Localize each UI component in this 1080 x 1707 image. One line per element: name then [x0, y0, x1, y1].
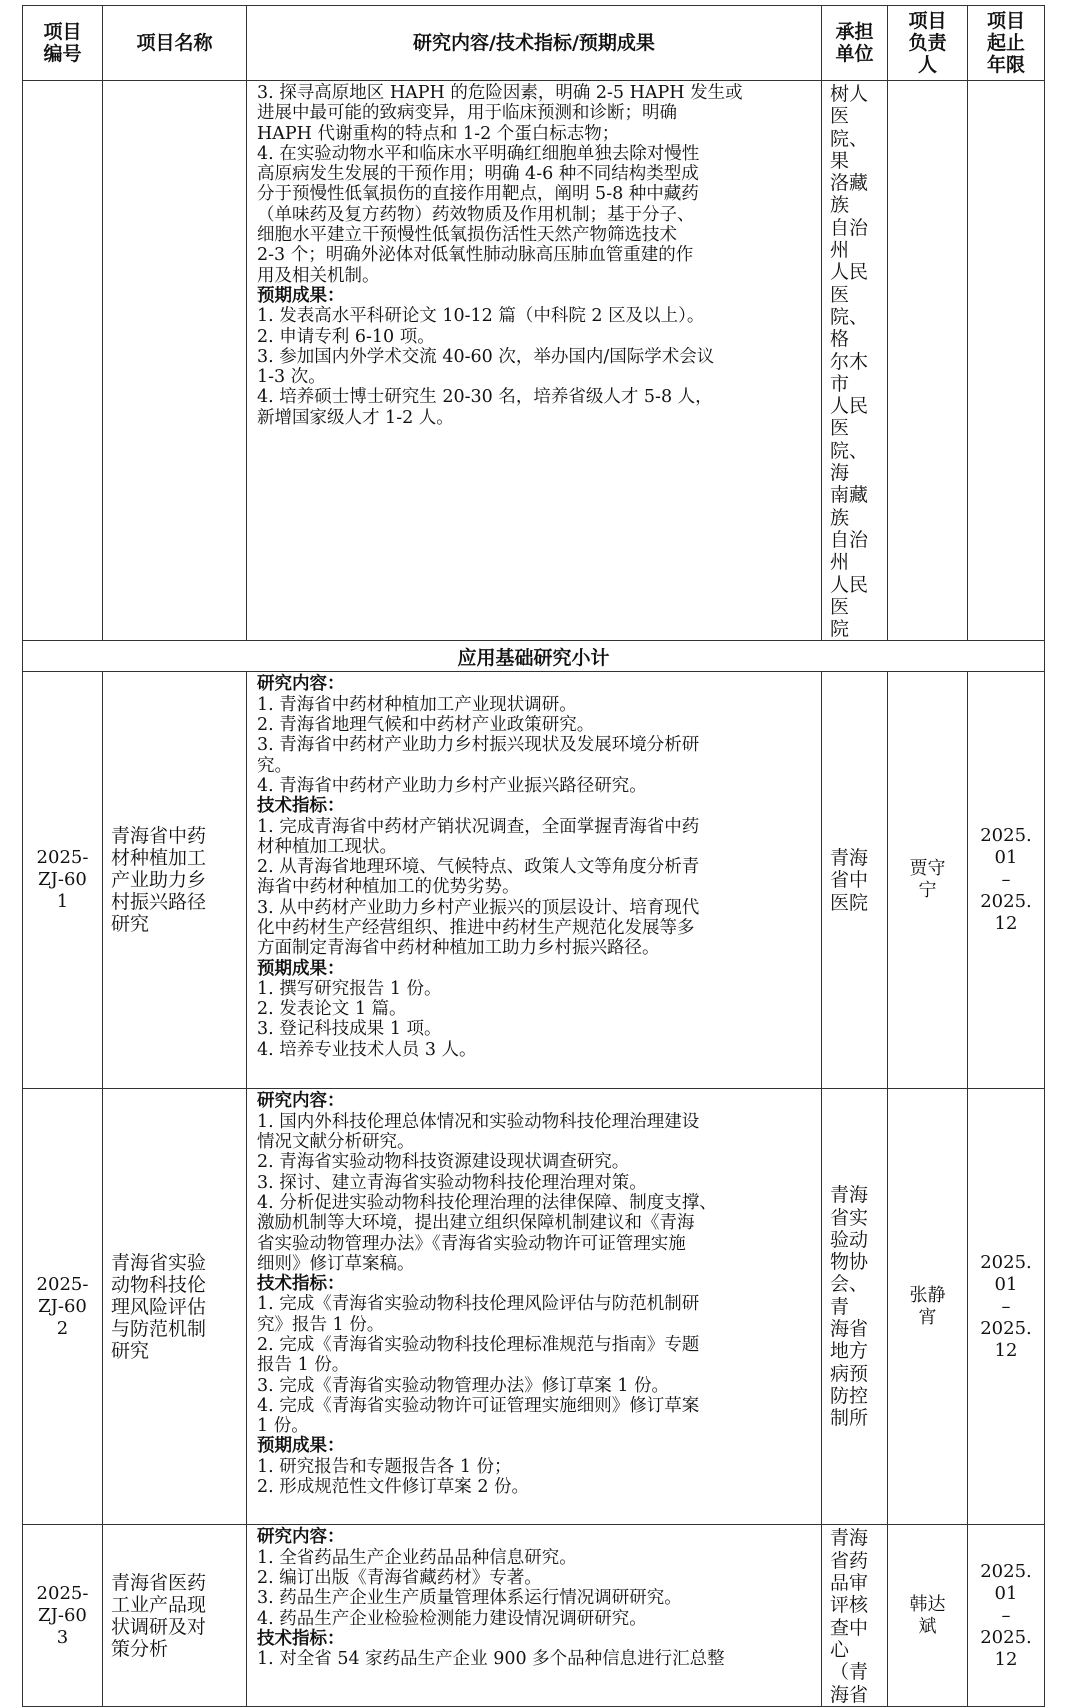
content-line: 2. 青海省地理气候和中药材产业政策研究。 [257, 715, 595, 736]
cell-line: – [1001, 869, 1011, 891]
cell-line: 地方 [830, 1340, 869, 1363]
project-id [23, 1089, 103, 1525]
continued-leader-cell [888, 81, 968, 641]
cell-line: 人民医 [830, 395, 869, 440]
project-period [968, 1089, 1045, 1525]
project-period [968, 672, 1045, 1089]
header-name-text: 项目名称 [136, 32, 213, 54]
project-unit [822, 1525, 888, 1706]
cell-line: 1 [56, 891, 69, 913]
cell-line: 01 [994, 1273, 1018, 1295]
section-heading: 预期成果： [257, 958, 345, 979]
subtotal-label: 应用基础研究小计 [23, 641, 1045, 672]
continued-unit-cell [822, 81, 888, 641]
cell-line: 2025- [36, 1273, 89, 1295]
section-heading: 技术指标： [257, 1628, 345, 1649]
content-line: 1. 国内外科技伦理总体情况和实验动物科技伦理治理建设 [257, 1111, 700, 1132]
cell-line: 省中 [830, 869, 869, 892]
content-line: 2. 申请专利 6-10 项。 [257, 326, 435, 347]
content-line: 3. 完成《青海省实验动物管理办法》修订草案 1 份。 [257, 1375, 670, 1396]
cell-line: 验动 [830, 1228, 869, 1251]
project-name [103, 1089, 247, 1525]
continued-period-cell [968, 81, 1045, 641]
content-line: 1. 发表高水平科研论文 10-12 篇（中科院 2 区及以上）。 [257, 306, 705, 327]
project-row [23, 672, 1045, 1089]
header-unit-text: 承担 单位 [835, 21, 874, 65]
cell-line: 医院 [830, 891, 869, 914]
cell-line: 2 [56, 1317, 69, 1339]
cell-line: 青海 [830, 1184, 869, 1207]
content-line: 2. 编订出版《青海省藏药材》专著。 [257, 1568, 542, 1589]
cell-line: 院 [830, 618, 850, 641]
header-leader [888, 6, 968, 81]
cell-line: – [1001, 1604, 1011, 1626]
content-line: 材种植加工现状。 [257, 836, 397, 857]
cell-line: 人民医 [830, 261, 869, 306]
cell-line: 宁 [918, 880, 937, 902]
cell-line: 策分析 [111, 1637, 169, 1660]
cell-line: 2025. [980, 1317, 1032, 1339]
cell-line: 洛藏族 [830, 172, 869, 217]
content-line: 情况文献分析研究。 [257, 1132, 415, 1153]
section-heading: 预期成果： [257, 1436, 345, 1457]
cell-line: 防控 [830, 1384, 869, 1407]
section-heading: 研究内容： [257, 674, 345, 695]
content-line: HAPH 代谢重构的特点和 1-2 个蛋白标志物； [257, 123, 620, 144]
project-row [23, 1089, 1045, 1525]
project-name [103, 1525, 247, 1706]
content-line: 激励机制等大环境，提出建立组织保障机制建议和《青海 [257, 1213, 695, 1234]
content-line: 究。 [257, 755, 292, 776]
content-line: 2. 青海省实验动物科技资源建设现状调查研究。 [257, 1152, 630, 1173]
cell-line: 3 [56, 1626, 69, 1648]
cell-line: 12 [994, 913, 1018, 935]
continued-content-cell [247, 81, 822, 641]
cell-line: 2025. [980, 891, 1032, 913]
cell-line: 2025. [980, 1560, 1032, 1582]
cell-line: 青海省中药 [111, 825, 207, 848]
cell-line: 韩达 [909, 1593, 946, 1615]
cell-line: 南藏族 [830, 484, 869, 529]
section-heading: 技术指标： [257, 1274, 345, 1295]
cell-line: 状调研及对 [111, 1615, 207, 1638]
header-leader-text: 项目 负责 人 [908, 10, 947, 76]
cell-line: 自治州 [830, 528, 869, 574]
cell-line: 动物科技伦 [111, 1273, 207, 1296]
content-line: 细胞水平建立干预慢性低氧损伤活性天然产物筛选技术 [257, 225, 677, 246]
section-heading: 技术指标： [257, 796, 345, 817]
cell-line: 01 [994, 847, 1018, 869]
content-line: 3. 参加国内外学术交流 40-60 次，举办国内/国际学术会议 [257, 346, 715, 367]
cell-line: 制所 [830, 1407, 869, 1430]
cell-line: 2025. [980, 1626, 1032, 1648]
content-line: 报告 1 份。 [257, 1355, 350, 1376]
project-leader [888, 1525, 968, 1706]
project-table [22, 5, 1045, 1707]
project-unit [822, 1089, 888, 1525]
continued-name-cell [103, 81, 247, 641]
content-line: 1-3 次。 [257, 367, 326, 388]
content-line: 分于预慢性低氧损伤的直接作用靶点，阐明 5-8 种中藏药 [257, 184, 699, 205]
cell-line: 与防范机制 [111, 1317, 207, 1340]
cell-line: 贾守 [909, 858, 946, 880]
cell-line: 青海 [830, 846, 869, 869]
cell-line: 宵 [918, 1306, 937, 1328]
project-period [968, 1525, 1045, 1706]
content-line: 2. 从青海省地理环境、气候特点、政策人文等角度分析青 [257, 857, 700, 878]
content-line: 进展中最可能的致病变异，用于临床预测和诊断；明确 [257, 103, 677, 124]
cell-line: 品审 [830, 1572, 869, 1595]
cell-line: 村振兴路径 [111, 891, 207, 914]
section-heading: 研究内容： [257, 1527, 345, 1548]
cell-line: 病预 [830, 1362, 869, 1385]
content-line: 1. 对全省 54 家药品生产企业 900 多个品种信息进行汇总整 [257, 1649, 725, 1670]
content-line: 1. 全省药品生产企业药品品种信息研究。 [257, 1547, 577, 1568]
project-id [23, 672, 103, 1089]
cell-line: 理风险评估 [111, 1295, 207, 1318]
cell-line: 产业助力乡 [111, 869, 207, 892]
cell-line: 张静 [909, 1284, 946, 1306]
subtotal-row [23, 641, 1045, 672]
cell-line: 工业产品现 [111, 1593, 207, 1616]
cell-line: 2025. [980, 1251, 1032, 1273]
header-content [247, 6, 822, 81]
content-line: 2. 完成《青海省实验动物科技伦理标准规范与指南》专题 [257, 1334, 700, 1355]
cell-line: 海省 [830, 1318, 869, 1341]
header-content-text: 研究内容/技术指标/预期成果 [413, 32, 655, 54]
header-row [23, 6, 1045, 81]
content-line: 1. 青海省中药材种植加工产业现状调研。 [257, 694, 577, 715]
content-line: 4. 在实验动物水平和临床水平明确红细胞单独去除对慢性 [257, 143, 700, 164]
cell-line: 斌 [918, 1615, 937, 1637]
continued-id-cell [23, 81, 103, 641]
content-line: 2-3 个；明确外泌体对低氧性肺动脉高压肺血管重建的作 [257, 245, 694, 266]
cell-line: 尔木市 [830, 350, 869, 395]
content-line: 2. 形成规范性文件修订草案 2 份。 [257, 1477, 530, 1498]
cell-line: – [1001, 1295, 1011, 1317]
project-content [247, 1525, 822, 1706]
cell-line: ZJ-60 [38, 1604, 87, 1626]
cell-line: 2025. [980, 825, 1032, 847]
cell-line: 树人医 [830, 83, 869, 128]
cell-line: ZJ-60 [38, 1295, 87, 1317]
header-name [103, 6, 247, 81]
cell-line: 查中 [830, 1616, 869, 1639]
cell-line: ZJ-60 [38, 869, 87, 891]
cell-line: 海省 [830, 1683, 869, 1706]
content-line: 海省中药材种植加工的优势劣势。 [257, 877, 520, 898]
cell-line: 物协 [830, 1251, 869, 1274]
content-line: 细则》修订草案稿。 [257, 1253, 415, 1274]
content-line: 3. 从中药材产业助力乡村产业振兴的顶层设计、培育现代 [257, 897, 700, 918]
content-line: 4. 完成《青海省实验动物许可证管理实施细则》修订草案 [257, 1395, 700, 1416]
content-line: 1. 撰写研究报告 1 份。 [257, 978, 442, 999]
content-line: 4. 分析促进实验动物科技伦理治理的法律保障、制度支撑、 [257, 1192, 717, 1213]
header-period [968, 6, 1045, 81]
project-row [23, 1525, 1045, 1706]
cell-line: 01 [994, 1582, 1018, 1604]
cell-line: 12 [994, 1648, 1018, 1670]
cell-line: 院、海 [830, 439, 869, 485]
content-line: 3. 药品生产企业生产质量管理体系运行情况调研研究。 [257, 1588, 682, 1609]
cell-line: 材种植加工 [111, 847, 207, 870]
content-line: 化中药材生产经营组织、推进中药材生产规范化发展等多 [257, 917, 695, 938]
content-line: 3. 探讨、建立青海省实验动物科技伦理治理对策。 [257, 1172, 647, 1193]
content-line: 新增国家级人才 1-2 人。 [257, 407, 454, 428]
project-content [247, 1089, 822, 1525]
project-id [23, 1525, 103, 1706]
cell-line: 院、果 [830, 127, 869, 172]
content-line: 究》报告 1 份。 [257, 1314, 385, 1335]
project-content [247, 672, 822, 1089]
header-unit [822, 6, 888, 81]
header-id [23, 6, 103, 81]
cell-line: 评核 [830, 1594, 869, 1617]
project-leader [888, 1089, 968, 1525]
content-line: 用及相关机制。 [257, 265, 380, 286]
cell-line: 研究 [111, 1339, 150, 1362]
content-line: 1. 完成青海省中药材产销状况调查，全面掌握青海省中药 [257, 816, 700, 837]
cell-line: 心（青 [830, 1638, 869, 1684]
cell-line: 青海省实验 [111, 1251, 207, 1274]
project-name [103, 672, 247, 1089]
cell-line: 2025- [36, 1582, 89, 1604]
cell-line: 会、青 [830, 1273, 869, 1318]
cell-line: 自治州 [830, 216, 869, 262]
cell-line: 青海 [830, 1527, 869, 1550]
header-period-text: 项目 起止 年限 [986, 10, 1025, 76]
content-line: 4. 培养硕士博士研究生 20-30 名，培养省级人才 5-8 人， [257, 387, 713, 408]
content-line: 2. 发表论文 1 篇。 [257, 999, 407, 1020]
cell-line: 人民医 [830, 573, 869, 618]
cell-line: 省药 [830, 1549, 869, 1572]
section-heading: 研究内容： [257, 1091, 345, 1112]
content-line: 1 份。 [257, 1416, 309, 1437]
content-line: （单味药及复方药物）药效物质及作用机制；基于分子、 [257, 204, 695, 225]
content-line: 3. 登记科技成果 1 项。 [257, 1019, 442, 1040]
content-line: 3. 青海省中药材产业助力乡村振兴现状及发展环境分析研 [257, 735, 700, 756]
cell-line: 2025- [36, 847, 89, 869]
content-line: 4. 药品生产企业检验检测能力建设情况调研研究。 [257, 1608, 647, 1629]
header-id-text: 项目 编号 [43, 21, 82, 65]
cell-line: 12 [994, 1339, 1018, 1361]
content-line: 4. 培养专业技术人员 3 人。 [257, 1039, 477, 1060]
cell-line: 省实 [830, 1206, 869, 1229]
content-line: 省实验动物管理办法》《青海省实验动物许可证管理实施 [257, 1233, 686, 1254]
continued-row [23, 81, 1045, 641]
content-line: 高原病发生发展的干预作用；明确 4-6 种不同结构类型成 [257, 164, 699, 185]
cell-line: 研究 [111, 913, 150, 936]
content-line: 3. 探寻高原地区 HAPH 的危险因素，明确 2-5 HAPH 发生或 [257, 83, 743, 103]
cell-line: 院、格 [830, 305, 869, 351]
section-heading: 预期成果： [257, 285, 345, 306]
content-line: 方面制定青海省中药材种植加工助力乡村振兴路径。 [257, 938, 660, 959]
content-line: 1. 研究报告和专题报告各 1 份； [257, 1456, 512, 1477]
content-line: 1. 完成《青海省实验动物科技伦理风险评估与防范机制研 [257, 1294, 700, 1315]
cell-line: 青海省医药 [111, 1571, 207, 1594]
project-unit [822, 672, 888, 1089]
content-line: 4. 青海省中药材产业助力乡村产业振兴路径研究。 [257, 775, 647, 796]
project-leader [888, 672, 968, 1089]
